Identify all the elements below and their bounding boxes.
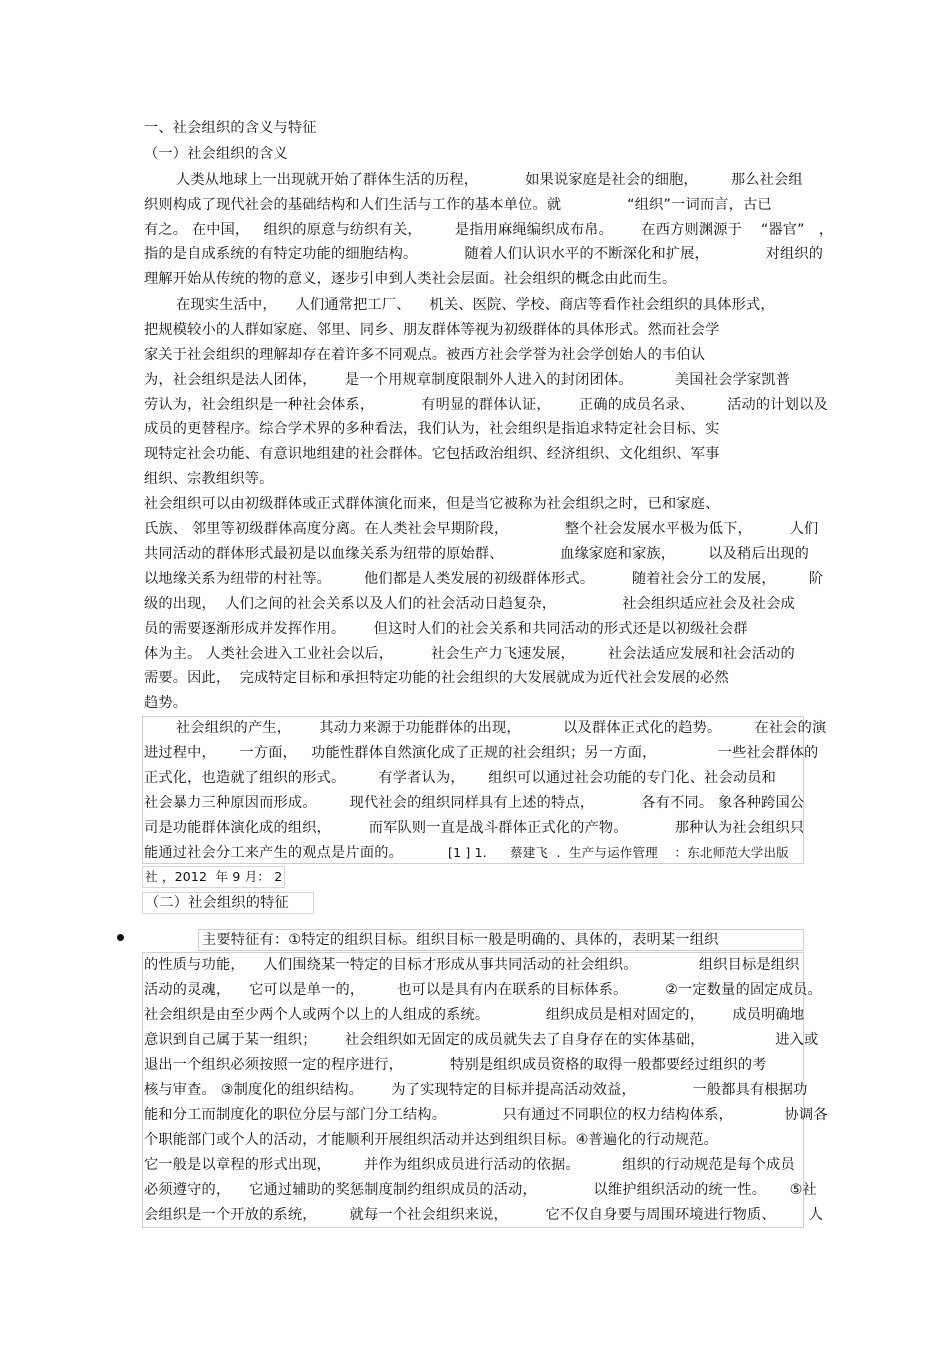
subsection-heading-meaning: （一）社会组织的含义	[144, 146, 288, 162]
paragraph-line: 共同活动的群体形式最初是以血缘关系为纽带的原始群、 血缘家庭和家族， 以及稍后出现的	[144, 546, 809, 562]
paragraph-line: 理解开始从传统的物的意义，逐步引申到人类社会层面。社会组织的概念由此而生。	[144, 271, 677, 287]
paragraph-line: 劳认为，社会组织是一种社会体系， 有明显的群体认证， 正确的成员名录、 活动的计划以及	[144, 397, 828, 413]
citation-tail: 社 ，2012 年 9 月： 2	[142, 866, 285, 888]
paragraph-line: 指的是自成系统的有特定功能的细胞结构。 随着人们认识水平的不断深化和扩展， 对组织的	[144, 246, 824, 262]
paragraph-line: 它一般是以章程的形式出现， 并作为组织成员进行活动的依据。 组织的行动规范是每个成员	[144, 1157, 795, 1173]
paragraph-line: 进过程中， 一方面， 功能性群体自然演化成了正规的社会组织；另一方面， 一些社会群体的	[144, 745, 819, 761]
paragraph-line: 级的出现， 人们之间的社会关系以及人们的社会活动日趋复杂， 社会组织适应社会及社会成	[144, 596, 795, 612]
paragraph-line: 成员的更替程序。综合学术界的多种看法，我们认为，社会组织是指追求特定社会目标、实	[144, 421, 720, 437]
paragraph-line: 社会组织可以由初级群体或正式群体演化而来，但是当它被称为社会组织之时，已和家庭、	[144, 496, 720, 512]
text-frame	[142, 716, 804, 864]
paragraph-line: 氏族、 邻里等初级群体高度分离。在人类社会早期阶段， 整个社会发展水平极为低下， 人们	[144, 521, 819, 537]
citation-text: 蔡建飞 . 生产与运作管理 ：东北师范大学出版	[510, 845, 789, 860]
paragraph-line: 社会暴力三种原因而形成。 现代社会的组织同样具有上述的特点， 各有不同。 象各种跨国公	[144, 795, 805, 811]
paragraph-line: 退出一个组织必须按照一定的程序进行， 特别是组织成员资格的取得一般都要经过组织的考	[144, 1057, 767, 1073]
paragraph-line: 组织、宗教组织等。	[144, 471, 274, 487]
paragraph-line: 体为主。 人类社会进入工业社会以后， 社会生产力飞速发展， 社会法适应发展和社会活动的	[144, 646, 795, 662]
bullet-marker	[117, 934, 124, 941]
paragraph-line: 个职能部门或个人的活动，才能顺利开展组织活动并达到组织目标。④普遍化的行动规范。	[144, 1132, 719, 1148]
paragraph-line: 员的需要逐渐形成并发挥作用。 但这时人们的社会关系和共同活动的形式还是以初级社会群	[144, 621, 748, 637]
paragraph-line: 需要。因此， 完成特定目标和承担特定功能的社会组织的大发展就成为近代社会发展的必然	[144, 670, 729, 686]
paragraph-line: 以地缘关系为纽带的村社等。 他们都是人类发展的初级群体形式。 随着社会分工的发展， 阶	[144, 571, 824, 587]
paragraph-line: 的性质与功能， 人们围绕某一特定的目标才形成从事共同活动的社会组织。 组织目标是组织	[144, 957, 800, 973]
paragraph-line: 把规模较小的人群如家庭、邻里、同乡、朋友群体等视为初级群体的具体形式。然而社会学	[144, 322, 720, 338]
paragraph-line: 趋势。	[144, 695, 188, 711]
paragraph-line: 社会组织是由至少两个人或两个以上的人组成的系统。 组织成员是相对固定的， 成员明确地	[144, 1007, 805, 1023]
paragraph-line: 有之。 在中国， 组织的原意与纺织有关， 是指用麻绳编织成布帛。 在西方则渊源于 “器官” ，	[144, 222, 834, 238]
paragraph-line: 活动的灵魂， 它可以是单一的， 也可以是具有内在联系的目标体系。 ②一定数量的固定成员。	[144, 982, 822, 998]
paragraph-line: 社会组织的产生， 其动力来源于功能群体的出现， 以及群体正式化的趋势。 在社会的演	[176, 720, 827, 736]
paragraph-line: 会组织是一个开放的系统， 就每一个社会组织来说， 它不仅自身要与周围环境进行物质、 人	[144, 1207, 824, 1223]
paragraph-line: 核与审查。 ③制度化的组织结构。 为了实现特定的目标并提高活动效益， 一般都具有根据功	[144, 1082, 808, 1098]
paragraph-line: 为，社会组织是法人团体， 是一个用规章制度限制外人进入的封闭团体。 美国社会学家凯普	[144, 372, 791, 388]
paragraph-line: 主要特征有：①特定的组织目标。组织目标一般是明确的、具体的，表明某一组织	[202, 932, 719, 948]
section-heading: 一、社会组织的含义与特征	[144, 120, 317, 136]
paragraph-line: 家关于社会组织的理解却存在着许多不同观点。被西方社会学誉为社会学创始人的韦伯认	[144, 347, 706, 363]
subsection-heading-features: （二）社会组织的特征	[142, 892, 314, 914]
paragraph-line: 能通过社会分工来产生的观点是片面的。	[144, 845, 403, 861]
paragraph-line: 人类从地球上一出现就开始了群体生活的历程， 如果说家庭是社会的细胞， 那么社会组	[176, 172, 803, 188]
paragraph-line: 现特定社会功能、有意识地组建的社会群体。它包括政治组织、经济组织、文化组织、军事	[144, 446, 720, 462]
paragraph-line: 意识到自己属于某一组织； 社会组织如无固定的成员就失去了自身存在的实体基础， 进入或	[144, 1032, 819, 1048]
paragraph-line: 织则构成了现代社会的基础结构和人们生活与工作的基本单位。就 “组织”一词而言，古已	[144, 197, 772, 213]
paragraph-line: 在现实生活中， 人们通常把工厂、 机关、医院、学校、商店等看作社会组织的具体形式，	[176, 297, 775, 313]
footnote-reference: [1 ] 1.	[448, 845, 487, 860]
paragraph-line: 正式化，也造就了组织的形式。 有学者认为， 组织可以通过社会功能的专门化、社会动员和	[144, 770, 777, 786]
paragraph-line: 司是功能群体演化成的组织， 而军队则一直是战斗群体正式化的产物。 那种认为社会组织只	[144, 820, 805, 836]
paragraph-line: 能和分工而制度化的职位分层与部门分工结构。 只有通过不同职位的权力结构体系， 协调各	[144, 1107, 828, 1123]
paragraph-line: 必须遵守的， 它通过辅助的奖惩制度制约组织成员的活动， 以维护组织活动的统一性。 ⑤社	[144, 1182, 817, 1198]
